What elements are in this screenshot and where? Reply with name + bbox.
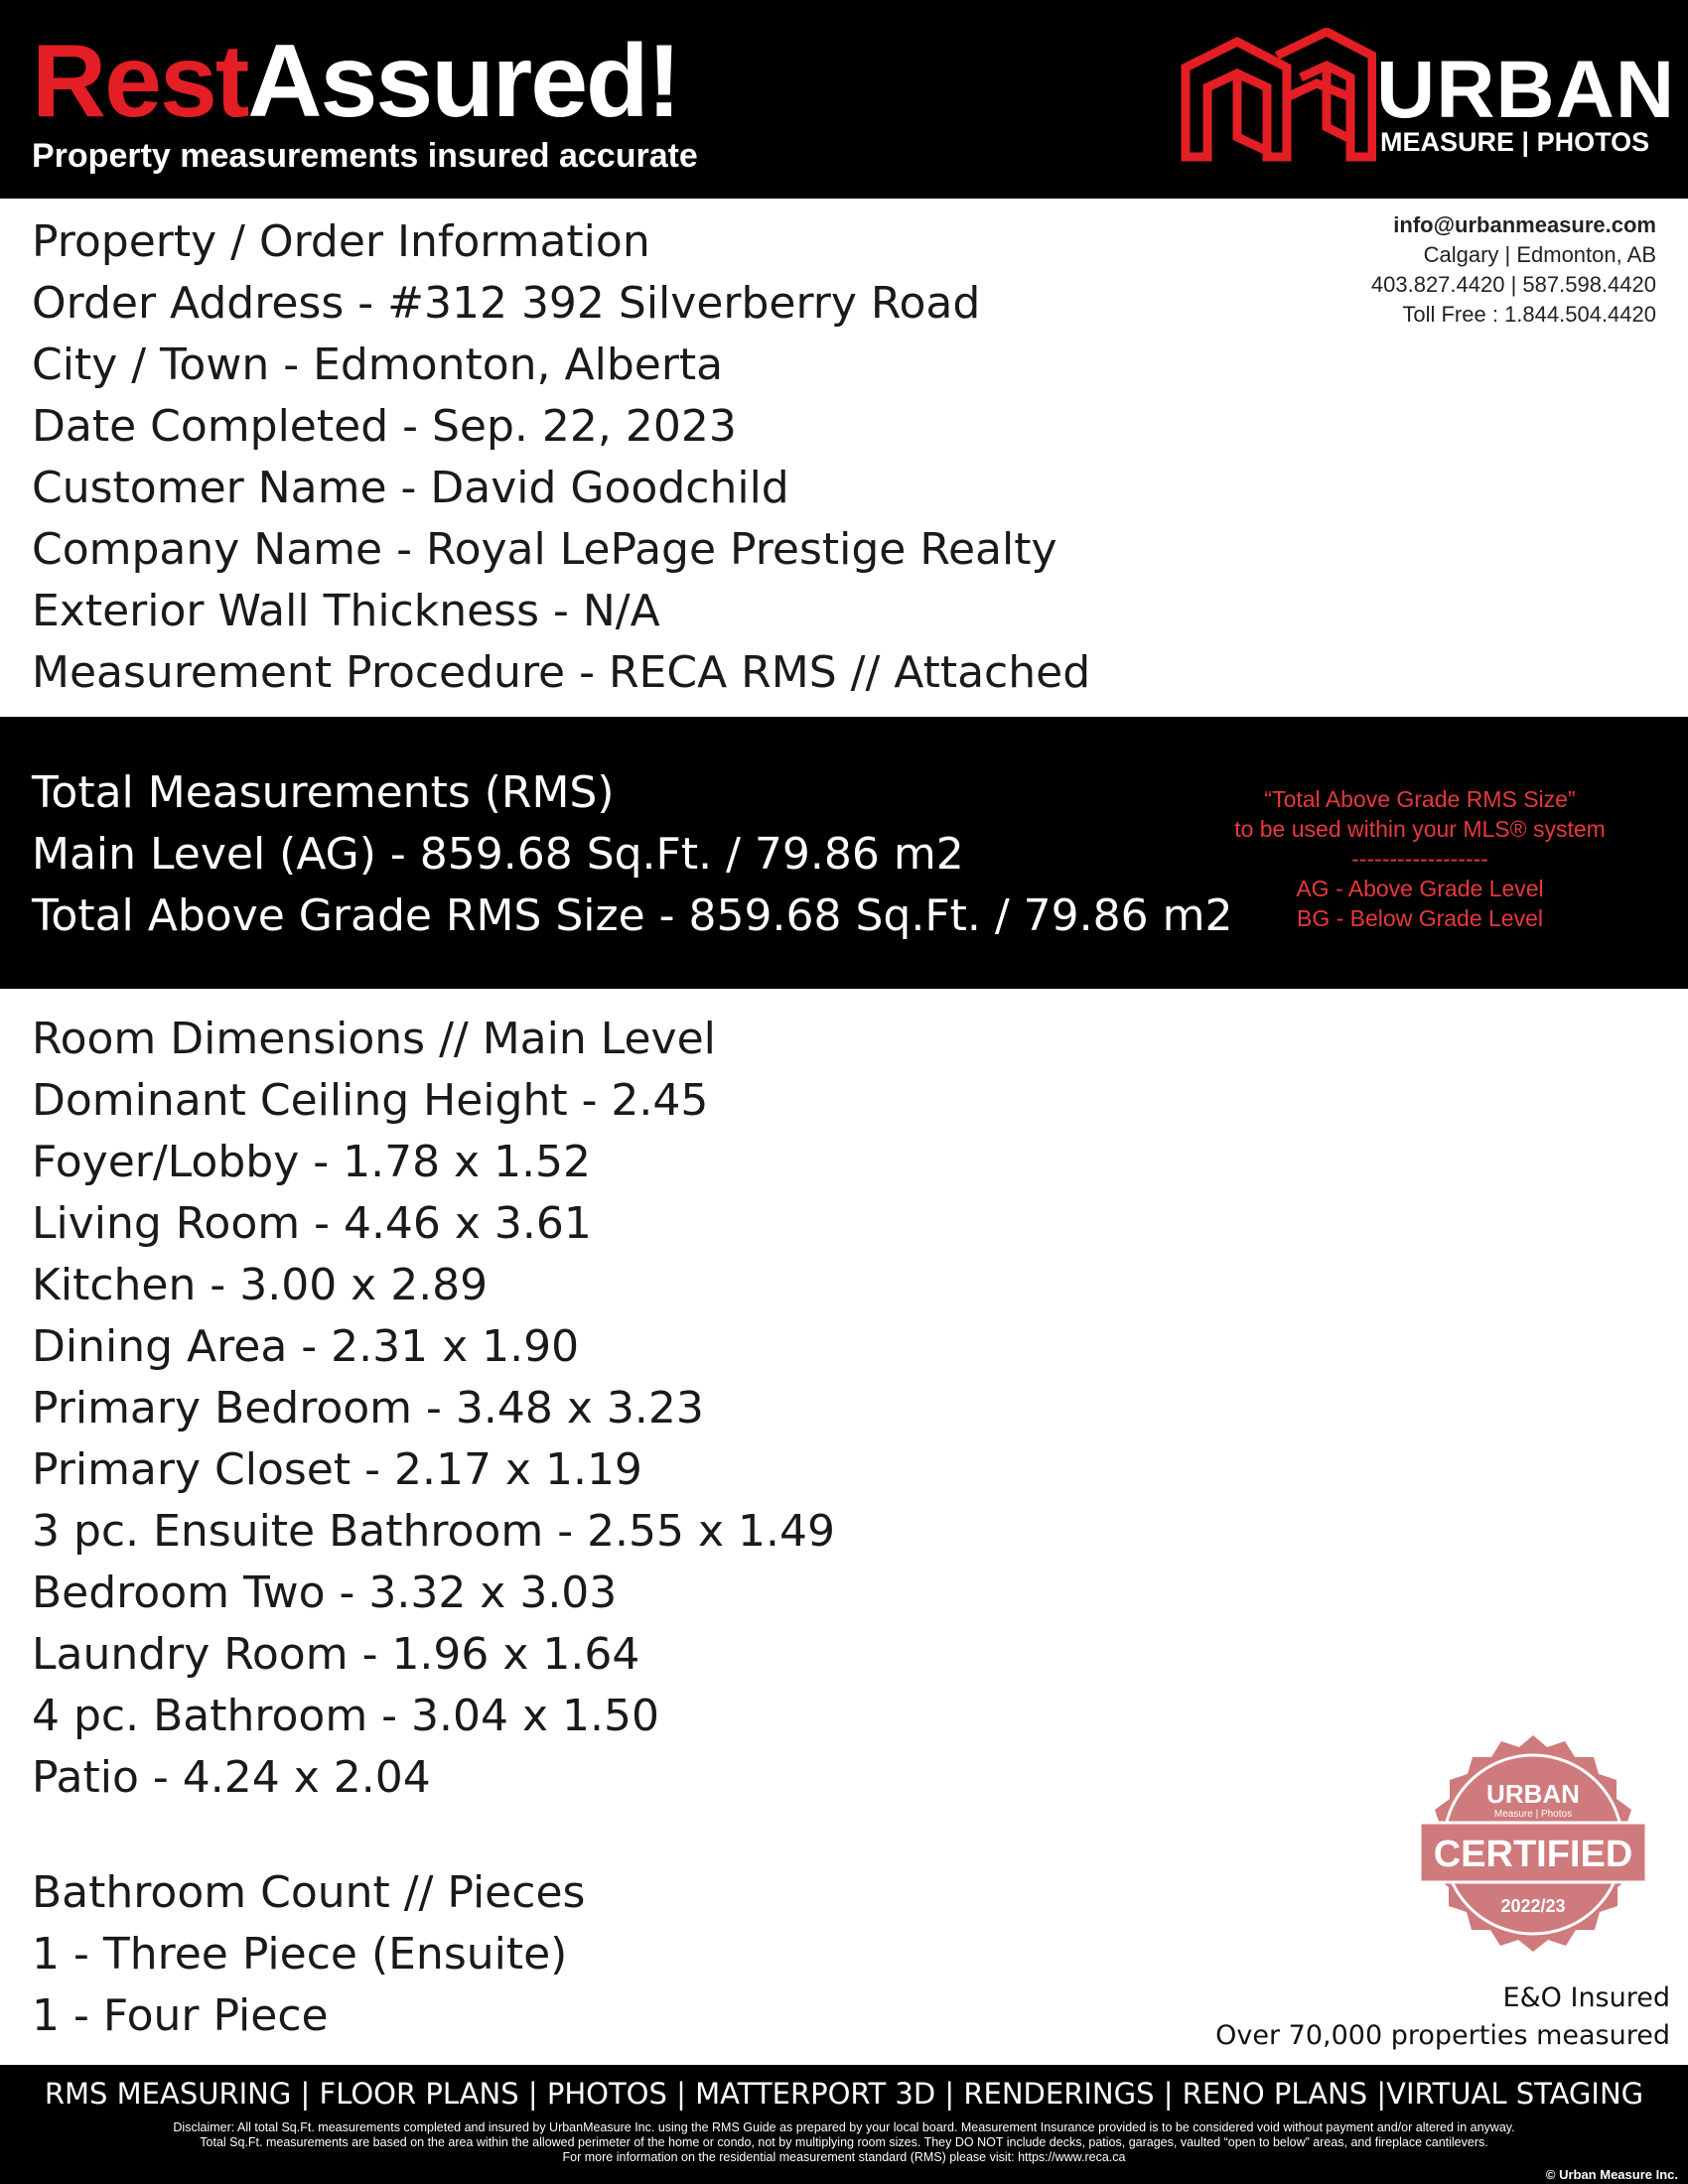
bathroom-count-heading: Bathroom Count // Pieces	[32, 1867, 586, 1918]
mls-note-line2: to be used within your MLS® system	[1234, 816, 1606, 842]
seal-top-text: URBAN	[1486, 1779, 1580, 1809]
mls-note-bg: BG - Below Grade Level	[1296, 905, 1543, 931]
order-wall-thickness: Exterior Wall Thickness - N/A	[32, 586, 660, 636]
totals-main-level: Main Level (AG) - 859.68 Sq.Ft. / 79.86 m2	[32, 829, 964, 880]
disclaimer-line2: Total Sq.Ft. measurements are based on the area within the allowed perimeter of the home or condo, not by multiplying room sizes. They DO NOT include decks, patios, garages, vaulted “open to below” areas, and fireplace cantilevers.	[200, 2135, 1488, 2149]
contact-email[interactable]: info@urbanmeasure.com	[1393, 212, 1656, 237]
seal-year-text: 2022/23	[1500, 1896, 1566, 1916]
totals-heading: Total Measurements (RMS)	[32, 767, 615, 818]
urban-logo-icon	[1178, 28, 1376, 167]
room-line: 3 pc. Ensuite Bathroom - 2.55 x 1.49	[32, 1506, 836, 1557]
seal-ribbon-text: CERTIFIED	[1433, 1834, 1633, 1875]
room-line: Laundry Room - 1.96 x 1.64	[32, 1629, 640, 1680]
contact-toll-free[interactable]: Toll Free : 1.844.504.4420	[1402, 302, 1656, 327]
order-info-section	[32, 211, 1090, 704]
totals-above-grade: Total Above Grade RMS Size - 859.68 Sq.Ft. / 79.86 m2	[32, 890, 1233, 941]
insured-line1: E&O Insured	[1502, 1982, 1670, 2013]
logo-wordmark: URBAN	[1376, 45, 1676, 135]
room-line: Bedroom Two - 3.32 x 3.03	[32, 1568, 618, 1618]
certified-seal-icon	[1416, 1733, 1650, 1968]
contact-info	[1371, 210, 1656, 330]
room-dimensions-section	[32, 1009, 835, 1809]
order-procedure: Measurement Procedure - RECA RMS // Attached	[32, 647, 1091, 698]
order-address: Order Address - #312 392 Silverberry Road	[32, 278, 981, 329]
contact-phones[interactable]: 403.827.4420 | 587.598.4420	[1370, 272, 1656, 297]
room-line: Primary Closet - 2.17 x 1.19	[32, 1444, 642, 1495]
mls-note-line1: “Total Above Grade RMS Size”	[1264, 786, 1576, 812]
room-line: 4 pc. Bathroom - 3.04 x 1.50	[32, 1691, 659, 1741]
brand-title-assured: Assured!	[247, 24, 680, 139]
disclaimer-line3[interactable]: For more information on the residential measurement standard (RMS) please visit: https://www.reca.ca	[562, 2150, 1126, 2164]
room-dimensions-heading: Room Dimensions // Main Level	[32, 1014, 716, 1064]
room-line: Dining Area - 2.31 x 1.90	[32, 1321, 580, 1372]
bathroom-line: 1 - Four Piece	[32, 1990, 329, 2041]
room-line: Living Room - 4.46 x 3.61	[32, 1198, 592, 1249]
mls-note	[1172, 784, 1668, 933]
mls-note-ag: AG - Above Grade Level	[1296, 876, 1544, 901]
bathroom-count-section	[32, 1862, 585, 2047]
order-city: City / Town - Edmonton, Alberta	[32, 340, 724, 390]
bathroom-line: 1 - Three Piece (Ensuite)	[32, 1929, 568, 1979]
seal-sub-text: Measure | Photos	[1493, 1809, 1573, 1820]
logo-subtitle: MEASURE | PHOTOS	[1380, 127, 1650, 157]
mls-note-divider: ------------------	[1351, 846, 1488, 872]
totals-section	[32, 762, 1232, 947]
order-date: Date Completed - Sep. 22, 2023	[32, 401, 737, 452]
contact-cities: Calgary | Edmonton, AB	[1423, 242, 1656, 267]
header-band	[0, 0, 1688, 199]
brand-tagline: Property measurements insured accurate	[32, 137, 698, 175]
room-line: Patio - 4.24 x 2.04	[32, 1752, 431, 1803]
room-line: Kitchen - 3.00 x 2.89	[32, 1260, 489, 1310]
room-line: Primary Bedroom - 3.48 x 3.23	[32, 1383, 704, 1433]
disclaimer-line1: Disclaimer: All total Sq.Ft. measurements completed and insured by UrbanMeasure Inc. using the RMS Guide as prepared by your local board. Measurement Insurance provided is to be considered void without payment and/or altered in anyway.	[173, 2120, 1515, 2134]
brand-title	[32, 24, 680, 139]
brand-title-rest: Rest	[32, 24, 248, 139]
insured-line2: Over 70,000 properties measured	[1215, 2020, 1670, 2051]
order-info-heading: Property / Order Information	[32, 216, 650, 267]
order-company: Company Name - Royal LePage Prestige Realty	[32, 524, 1057, 575]
order-customer: Customer Name - David Goodchild	[32, 463, 789, 513]
copyright: © Urban Measure Inc.	[1545, 2167, 1678, 2182]
room-line: Dominant Ceiling Height - 2.45	[32, 1075, 709, 1126]
room-line: Foyer/Lobby - 1.78 x 1.52	[32, 1137, 592, 1187]
insured-note	[1215, 1979, 1670, 2055]
services-list: RMS MEASURING | FLOOR PLANS | PHOTOS | MATTERPORT 3D | RENDERINGS | RENO PLANS |VIRTUAL STAGING	[44, 2077, 1644, 2111]
disclaimer	[0, 2120, 1688, 2165]
